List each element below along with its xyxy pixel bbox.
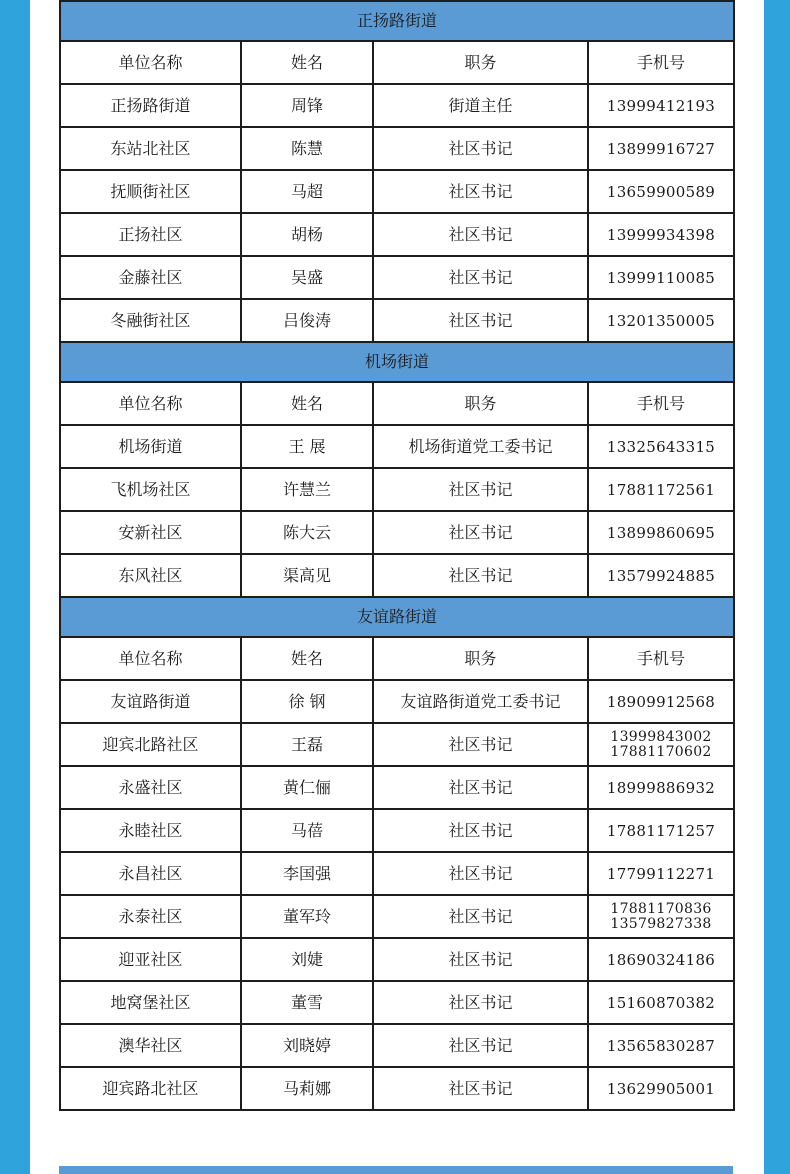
cell-name: 马蓓 <box>241 809 373 852</box>
phone-number: 13325643315 <box>606 437 716 456</box>
cell-position: 社区书记 <box>373 1067 588 1110</box>
cell-position: 友谊路街道党工委书记 <box>373 680 588 723</box>
phone-number: 18909912568 <box>606 692 716 711</box>
phone-number: 18999886932 <box>606 778 716 797</box>
section-header-row <box>60 597 734 637</box>
cell-position: 社区书记 <box>373 981 588 1024</box>
cell-unit: 澳华社区 <box>60 1024 241 1067</box>
table-row <box>60 981 734 1024</box>
cell-phone <box>588 256 734 299</box>
cell-unit: 飞机场社区 <box>60 468 241 511</box>
cell-position: 社区书记 <box>373 468 588 511</box>
phone-number: 13999934398 <box>606 225 716 244</box>
table-row <box>60 852 734 895</box>
table-row <box>60 425 734 468</box>
phone-number: 13579827338 <box>610 915 712 932</box>
cell-phone <box>588 766 734 809</box>
cell-position: 社区书记 <box>373 723 588 766</box>
cell-name: 黄仁俪 <box>241 766 373 809</box>
table-row <box>60 938 734 981</box>
cell-position: 社区书记 <box>373 938 588 981</box>
phone-number: 13999110085 <box>606 268 716 287</box>
phone-number: 13579924885 <box>606 566 716 585</box>
cell-phone <box>588 511 734 554</box>
cell-position: 社区书记 <box>373 1024 588 1067</box>
cell-name: 董军玲 <box>241 895 373 938</box>
cell-name: 周锋 <box>241 84 373 127</box>
cell-position: 社区书记 <box>373 766 588 809</box>
phone-number: 13201350005 <box>606 311 716 330</box>
table-row <box>60 809 734 852</box>
cell-position: 社区书记 <box>373 127 588 170</box>
cell-unit: 永睦社区 <box>60 809 241 852</box>
cell-phone <box>588 895 734 938</box>
cell-unit: 永盛社区 <box>60 766 241 809</box>
cell-position: 社区书记 <box>373 511 588 554</box>
phone-number: 13999412193 <box>606 96 716 115</box>
cell-position: 社区书记 <box>373 299 588 342</box>
cell-position: 社区书记 <box>373 852 588 895</box>
cell-phone <box>588 852 734 895</box>
cell-name: 陈大云 <box>241 511 373 554</box>
cell-phone <box>588 213 734 256</box>
cell-unit: 正扬社区 <box>60 213 241 256</box>
table-body <box>60 1 734 1110</box>
phone-number: 17881172561 <box>606 480 716 499</box>
cell-unit: 迎亚社区 <box>60 938 241 981</box>
cell-unit: 东风社区 <box>60 554 241 597</box>
table-row <box>60 256 734 299</box>
contact-directory-table <box>59 0 735 1111</box>
left-margin <box>30 0 60 1174</box>
cell-name: 陈慧 <box>241 127 373 170</box>
header-name: 姓名 <box>241 41 373 84</box>
phone-number: 17881171257 <box>606 821 716 840</box>
phone-number: 13899860695 <box>606 523 716 542</box>
cell-unit: 正扬路街道 <box>60 84 241 127</box>
cell-unit: 友谊路街道 <box>60 680 241 723</box>
cell-name: 刘婕 <box>241 938 373 981</box>
section-title: 机场街道 <box>60 342 734 382</box>
cell-unit: 冬融街社区 <box>60 299 241 342</box>
column-header-row <box>60 637 734 680</box>
cell-unit: 永昌社区 <box>60 852 241 895</box>
table-row <box>60 895 734 938</box>
table-row <box>60 511 734 554</box>
column-header-row <box>60 41 734 84</box>
header-position: 职务 <box>373 637 588 680</box>
phone-number: 17881170602 <box>610 743 712 760</box>
cell-phone <box>588 1067 734 1110</box>
cell-position: 社区书记 <box>373 554 588 597</box>
cell-name: 吴盛 <box>241 256 373 299</box>
table-row <box>60 766 734 809</box>
cell-unit: 机场街道 <box>60 425 241 468</box>
cell-name: 王磊 <box>241 723 373 766</box>
header-unit: 单位名称 <box>60 382 241 425</box>
section-title: 正扬路街道 <box>60 1 734 41</box>
table-row <box>60 1067 734 1110</box>
cell-position: 机场街道党工委书记 <box>373 425 588 468</box>
cell-name: 董雪 <box>241 981 373 1024</box>
cell-phone <box>588 680 734 723</box>
header-unit: 单位名称 <box>60 41 241 84</box>
cell-unit: 永泰社区 <box>60 895 241 938</box>
cell-position: 社区书记 <box>373 256 588 299</box>
cell-name: 吕俊涛 <box>241 299 373 342</box>
cell-phone <box>588 981 734 1024</box>
cell-position: 社区书记 <box>373 213 588 256</box>
cell-unit: 迎宾北路社区 <box>60 723 241 766</box>
cell-phone <box>588 938 734 981</box>
header-phone: 手机号 <box>588 382 734 425</box>
header-position: 职务 <box>373 382 588 425</box>
cell-name: 王 展 <box>241 425 373 468</box>
phone-number: 18690324186 <box>606 950 716 969</box>
section-header-row <box>60 1 734 41</box>
right-margin <box>732 0 764 1174</box>
cell-phone <box>588 127 734 170</box>
phone-number: 13999843002 <box>610 728 712 745</box>
cell-position: 社区书记 <box>373 170 588 213</box>
header-phone: 手机号 <box>588 637 734 680</box>
phone-number: 13565830287 <box>606 1036 716 1055</box>
cell-position: 社区书记 <box>373 809 588 852</box>
phone-number: 17881170836 <box>610 900 712 917</box>
table-row <box>60 84 734 127</box>
cell-name: 徐 钢 <box>241 680 373 723</box>
header-name: 姓名 <box>241 382 373 425</box>
phone-number: 17799112271 <box>606 864 716 883</box>
cell-phone <box>588 1024 734 1067</box>
table-row <box>60 299 734 342</box>
cell-name: 许慧兰 <box>241 468 373 511</box>
cell-name: 渠高见 <box>241 554 373 597</box>
right-blue-band <box>764 0 790 1174</box>
cell-phone <box>588 554 734 597</box>
table-row <box>60 554 734 597</box>
cell-name: 马超 <box>241 170 373 213</box>
table-row <box>60 468 734 511</box>
header-unit: 单位名称 <box>60 637 241 680</box>
cell-unit: 金藤社区 <box>60 256 241 299</box>
column-header-row <box>60 382 734 425</box>
next-section-header-edge <box>59 1166 733 1174</box>
header-phone: 手机号 <box>588 41 734 84</box>
phone-number: 13629905001 <box>606 1079 716 1098</box>
cell-phone <box>588 170 734 213</box>
section-header-row <box>60 342 734 382</box>
table-row <box>60 680 734 723</box>
cell-phone <box>588 84 734 127</box>
left-blue-band <box>0 0 30 1174</box>
cell-unit: 地窝堡社区 <box>60 981 241 1024</box>
cell-position: 街道主任 <box>373 84 588 127</box>
table-row <box>60 170 734 213</box>
header-position: 职务 <box>373 41 588 84</box>
cell-position: 社区书记 <box>373 895 588 938</box>
cell-name: 马莉娜 <box>241 1067 373 1110</box>
cell-phone <box>588 425 734 468</box>
phone-number: 13659900589 <box>606 182 716 201</box>
section-title: 友谊路街道 <box>60 597 734 637</box>
cell-unit: 东站北社区 <box>60 127 241 170</box>
cell-phone <box>588 809 734 852</box>
cell-name: 李国强 <box>241 852 373 895</box>
cell-phone <box>588 468 734 511</box>
table-row <box>60 723 734 766</box>
cell-unit: 安新社区 <box>60 511 241 554</box>
phone-number: 15160870382 <box>606 993 716 1012</box>
cell-unit: 迎宾路北社区 <box>60 1067 241 1110</box>
cell-unit: 抚顺街社区 <box>60 170 241 213</box>
phone-number: 13899916727 <box>606 139 716 158</box>
cell-name: 刘晓婷 <box>241 1024 373 1067</box>
table-row <box>60 1024 734 1067</box>
header-name: 姓名 <box>241 637 373 680</box>
cell-phone <box>588 299 734 342</box>
cell-phone <box>588 723 734 766</box>
cell-name: 胡杨 <box>241 213 373 256</box>
table-row <box>60 213 734 256</box>
table-row <box>60 127 734 170</box>
